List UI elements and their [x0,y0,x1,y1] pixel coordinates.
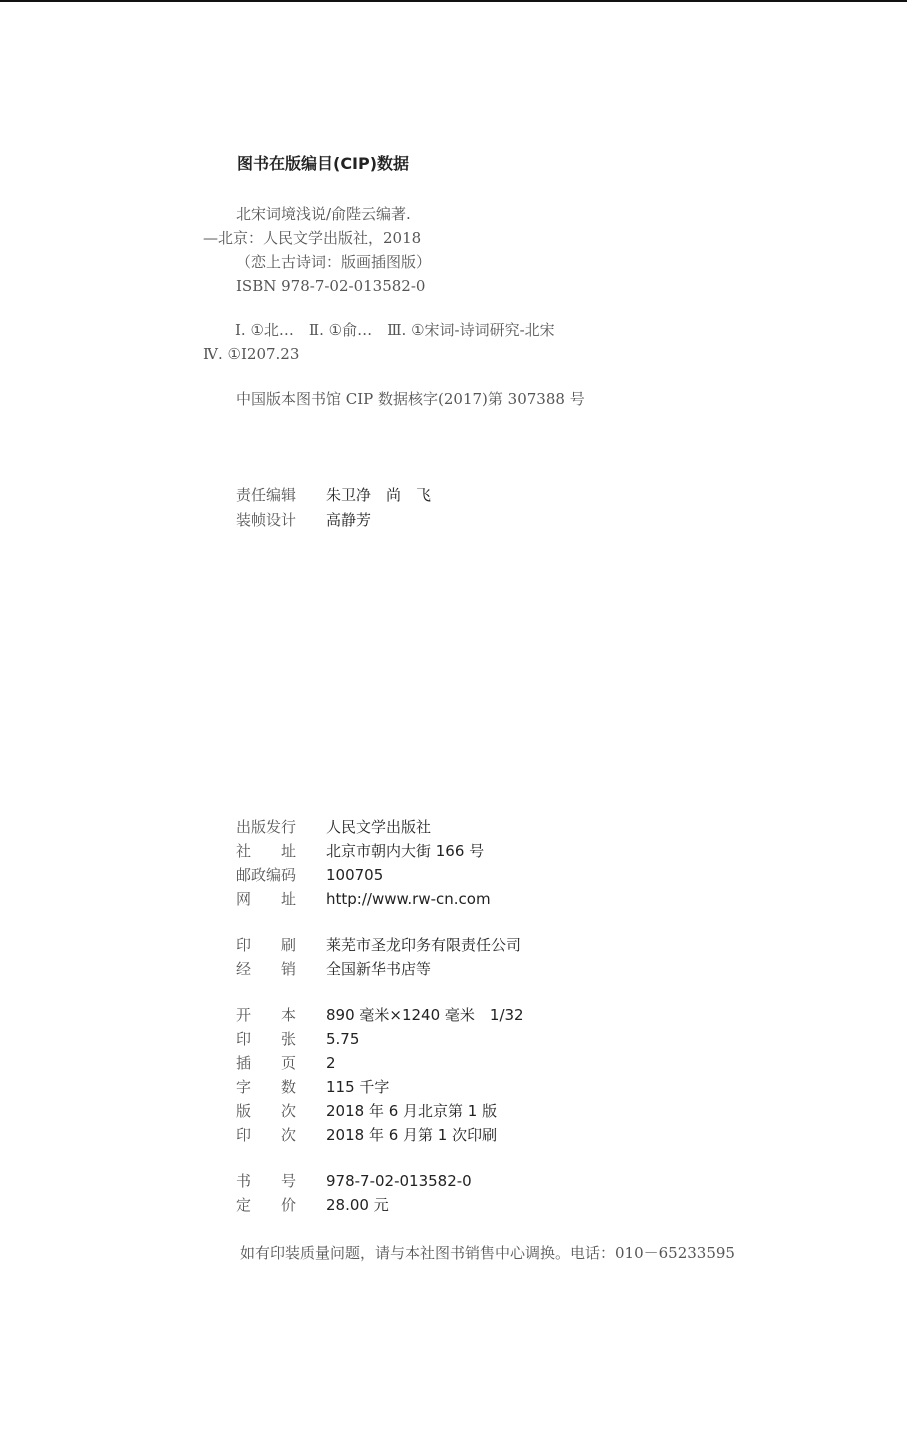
info-label: 插 页 [236,1054,297,1072]
info-row [236,815,524,839]
cip-line-title: 北宋词境浅说/俞陛云编著. [236,205,411,223]
staff-label: 装帧设计 [236,511,297,529]
cip-classification [203,318,555,366]
info-value: 28.00 元 [326,1196,389,1214]
website-link[interactable]: http://www.rw-cn.com [326,890,491,908]
info-value: 890 毫米×1240 毫米 1/32 [326,1006,524,1024]
info-row [236,957,524,981]
staff-value: 高静芳 [326,511,372,529]
quality-note: 如有印装质量问题，请与本社图书销售中心调换。电话：010－65233595 [240,1244,735,1262]
info-row [236,1027,524,1051]
info-value: 全国新华书店等 [326,960,432,978]
info-label: 经 销 [236,960,297,978]
cip-title: 图书在版编目(CIP)数据 [237,154,410,173]
info-row [236,933,524,957]
cip-class-line-2: Ⅳ. ①I207.23 [203,345,300,363]
info-row [236,1003,524,1027]
info-label: 网 址 [236,890,297,908]
staff-credits [236,483,431,533]
cip-class-line-1: Ⅰ. ①北… Ⅱ. ①俞… Ⅲ. ①宋词-诗词研究-北宋 [235,321,555,339]
staff-row-designer [236,508,431,533]
info-row [236,863,524,887]
info-row [236,1169,524,1193]
info-row [236,1123,524,1147]
publication-info [236,815,524,1217]
info-label: 开 本 [236,1006,297,1024]
info-label: 字 数 [236,1078,297,1096]
info-row [236,1075,524,1099]
info-value: 978-7-02-013582-0 [326,1172,472,1190]
info-label: 印 次 [236,1126,297,1144]
staff-row-editor [236,483,431,508]
info-value: 100705 [326,866,384,884]
cip-line-publisher: —北京：人民文学出版社，2018 [203,229,422,247]
info-value: 2 [326,1054,336,1072]
info-label: 社 址 [236,842,297,860]
info-label: 书 号 [236,1172,297,1190]
info-label: 出版发行 [236,818,297,836]
top-border-rule [0,0,907,2]
info-value: 2018 年 6 月第 1 次印刷 [326,1126,498,1144]
info-label: 印 张 [236,1030,297,1048]
info-label: 邮政编码 [236,866,297,884]
info-row [236,887,524,911]
info-value: 5.75 [326,1030,360,1048]
cip-record [203,202,431,298]
info-value: 北京市朝内大街 166 号 [326,842,485,860]
staff-label: 责任编辑 [236,486,297,504]
cip-line-isbn: ISBN 978-7-02-013582-0 [236,277,426,295]
info-value: 2018 年 6 月北京第 1 版 [326,1102,498,1120]
info-label: 版 次 [236,1102,297,1120]
info-row [236,1193,524,1217]
info-value: 莱芜市圣龙印务有限责任公司 [326,936,522,954]
cip-verify-note: 中国版本图书馆 CIP 数据核字(2017)第 307388 号 [236,390,585,408]
staff-value: 朱卫净 尚 飞 [326,486,432,504]
cip-line-series: （恋上古诗词：版画插图版） [236,253,432,271]
info-row [236,839,524,863]
info-value: 115 千字 [326,1078,390,1096]
info-row [236,1099,524,1123]
info-value: 人民文学出版社 [326,818,432,836]
info-row [236,1051,524,1075]
info-label: 定 价 [236,1196,297,1214]
info-label: 印 刷 [236,936,297,954]
